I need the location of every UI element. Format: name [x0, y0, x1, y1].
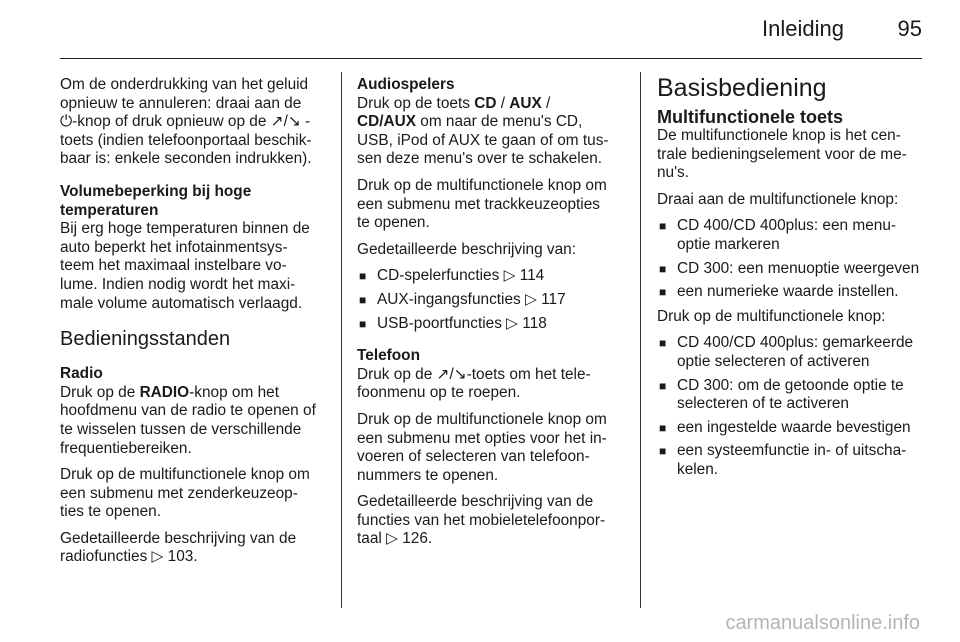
phone-detail-paragraph: Gedetailleerde beschrijving van de functies van het mobieletelefoonpor- taal ▷ 126. — [357, 493, 606, 548]
phone-paragraph: Telefoon Druk op de ↗/↘-toets om het tele- foonmenu op te roepen. — [357, 347, 625, 403]
mute-paragraph: Om de onderdrukking van het geluid opnieuw te annuleren: draai aan de ⏻-knop of druk opnieuw op de ↗/↘ - toets (indien telefoonportaal beschik- baar is: enkele seconden indrukken). — [60, 76, 312, 168]
column-2 — [357, 76, 625, 557]
list-item: ■ USB-poortfuncties ▷ 118 — [357, 315, 625, 334]
volume-limit-paragraph: Volumebeperking bij hoge temperaturen Bij erg hoge temperaturen binnen de auto beperkt het infotainmentsys- teem het maximaal instelbare vo- lume. Indien nodig wordt het maxi- male volume automatisch verlaagd. — [60, 183, 330, 313]
chapter-heading: Basisbediening — [657, 74, 827, 102]
cd-aux-key: CD/AUX — [357, 113, 416, 131]
list-item: ■ CD 300: een menuoptie weergeven — [657, 260, 927, 279]
list-item: ■ een ingestelde waarde bevestigen — [657, 419, 927, 438]
track-paragraph: Druk op de multifunctionele knop om een submenu met trackkeuzeopties te openen. — [357, 176, 607, 232]
list-item: ■ CD-spelerfuncties ▷ 114 — [357, 267, 625, 286]
header-divider — [60, 58, 922, 59]
detail-of-paragraph: Gedetailleerde beschrijving van: — [357, 240, 577, 258]
radio-heading: Radio — [60, 365, 103, 383]
turn-list — [657, 217, 927, 301]
radio-submenu-paragraph: Druk op de multifunctionele knop om een submenu met zenderkeuzeop- ties te openen. — [60, 466, 310, 521]
page-title: Inleiding — [762, 16, 844, 41]
column-divider-2 — [640, 72, 641, 608]
audio-function-list — [357, 267, 625, 333]
press-paragraph: Druk op de multifunctionele knop: — [657, 307, 886, 325]
volume-limit-heading: Volumebeperking bij hoge — [60, 182, 252, 200]
watermark: carmanualsonline.info — [725, 612, 920, 634]
list-item: ■ CD 400/CD 400plus: gemarkeerde optie selecteren of activeren — [657, 334, 927, 371]
radio-paragraph: Radio Druk op de RADIO-knop om het hoofdmenu van de radio te openen of te wisselen tussen de verschillende frequentiebereiken. — [60, 365, 330, 458]
page-header — [0, 0, 960, 62]
phone-heading: Telefoon — [357, 347, 420, 365]
page-number: 95 — [897, 16, 922, 41]
list-item: ■ een systeemfunctie in- of uitscha- kelen. — [657, 442, 927, 479]
list-item: ■ AUX-ingangsfuncties ▷ 117 — [357, 291, 625, 310]
radio-key: RADIO — [139, 383, 190, 401]
list-item: ■ CD 300: om de getoonde optie te selecteren of te activeren — [657, 377, 927, 414]
section-heading: Bedieningsstanden — [60, 328, 231, 351]
turn-paragraph: Draai aan de multifunctionele knop: — [657, 190, 899, 208]
column-3 — [657, 76, 927, 486]
audio-paragraph: Audiospelers Druk op de toets CD / AUX / CD/AUX om naar de menu's CD, USB, iPod of AUX te gaan of om tus- sen deze menu's over te schakelen. — [357, 76, 625, 169]
list-item: ■ een numerieke waarde instellen. — [657, 283, 927, 302]
press-list — [657, 334, 927, 479]
cd-key: CD — [474, 94, 497, 112]
aux-key: AUX — [509, 94, 542, 112]
audio-heading: Audiospelers — [357, 76, 455, 93]
list-item: ■ CD 400/CD 400plus: een menu- optie markeren — [657, 217, 927, 254]
phone-submenu-paragraph: Druk op de multifunctionele knop om een submenu met opties voor het in- voeren of selecteren van telefoon- nummers te openen. — [357, 410, 607, 484]
column-divider-1 — [341, 72, 342, 608]
radio-detail-paragraph: Gedetailleerde beschrijving van de radiofuncties ▷ 103. — [60, 529, 297, 566]
column-1 — [60, 76, 330, 575]
subsection-heading: Multifunctionele toets — [657, 107, 843, 127]
multifunction-intro: Multifunctionele toets De multifunctionele knop is het cen- trale bedieningselement voor de me- nu's. — [657, 107, 927, 183]
